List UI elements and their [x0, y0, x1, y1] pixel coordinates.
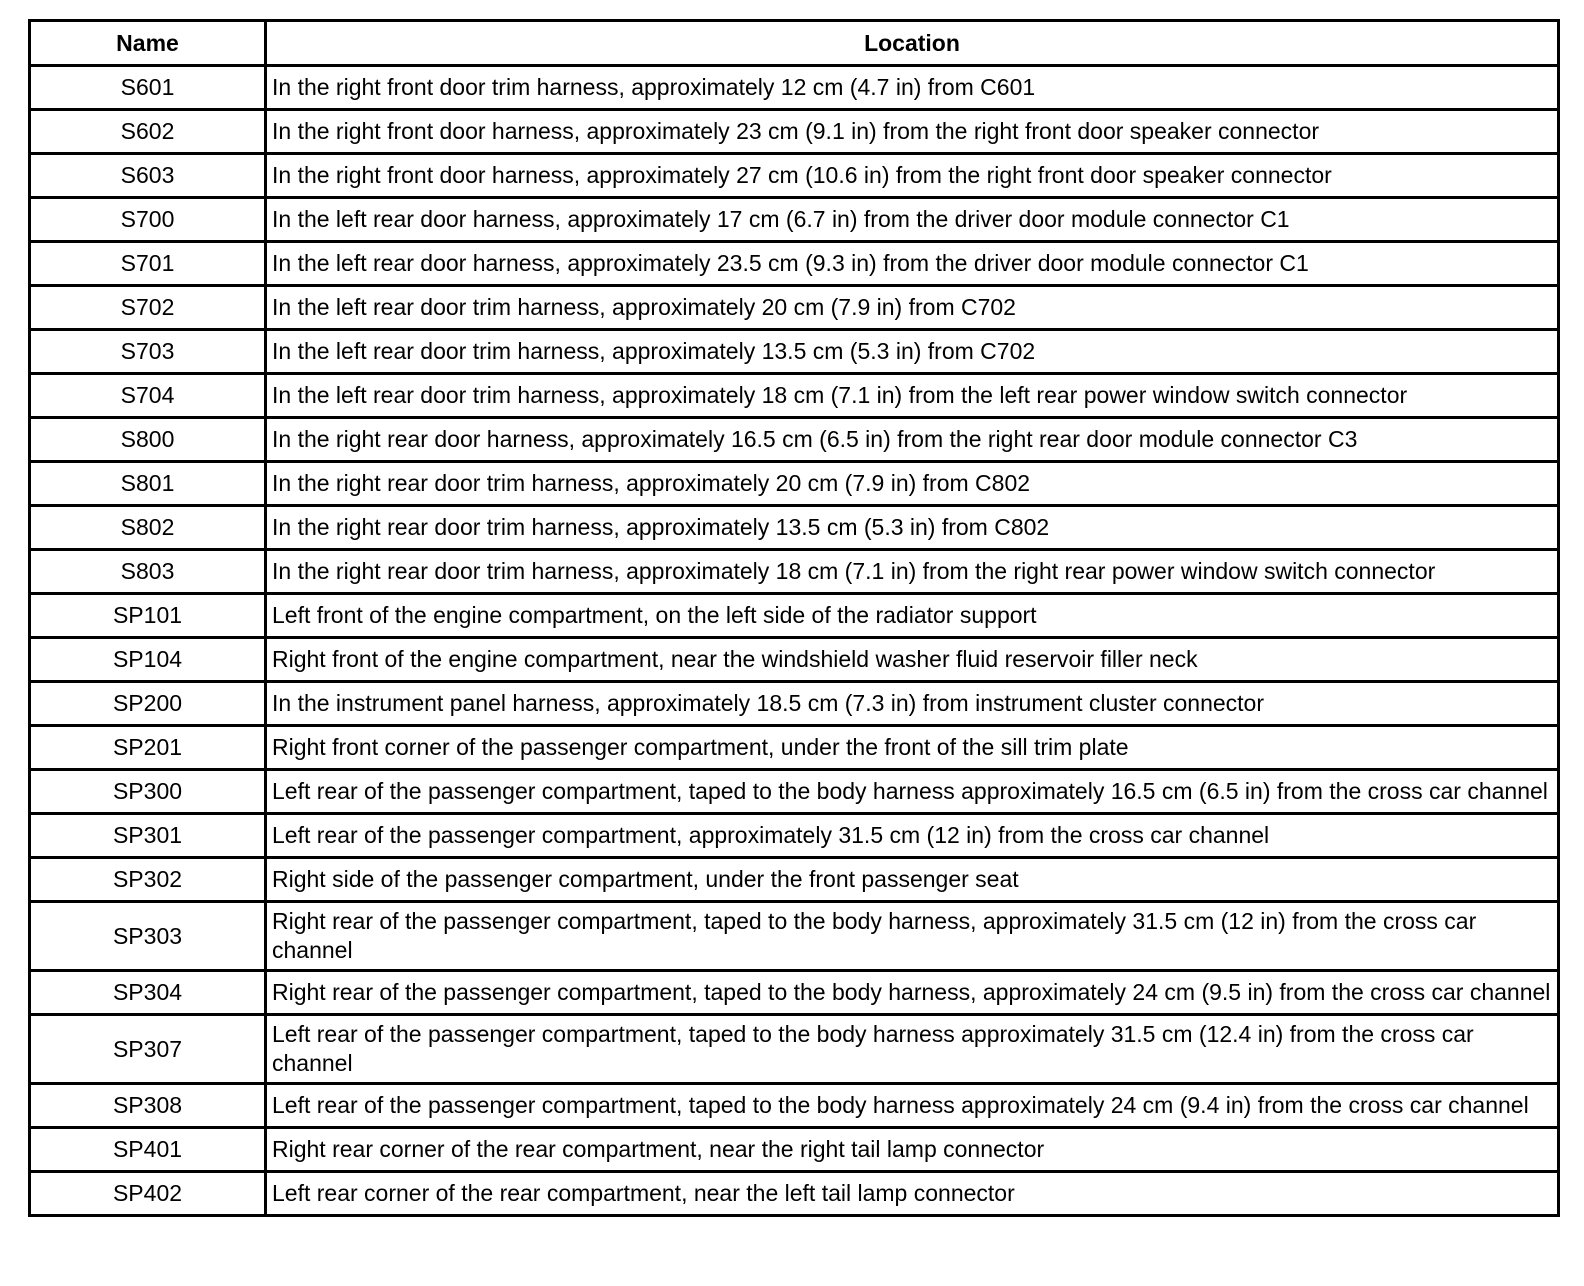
splice-location-cell: In the right front door harness, approximately 23 cm (9.1 in) from the right front door speaker connector: [266, 110, 1559, 154]
splice-location-cell: In the left rear door trim harness, approximately 13.5 cm (5.3 in) from C702: [266, 330, 1559, 374]
splice-name-cell: SP302: [30, 858, 266, 902]
splice-name-cell: S703: [30, 330, 266, 374]
splice-location-cell: In the right rear door trim harness, approximately 13.5 cm (5.3 in) from C802: [266, 506, 1559, 550]
splice-name-cell: S602: [30, 110, 266, 154]
splice-name-cell: SP301: [30, 814, 266, 858]
table-header: [30, 21, 1559, 66]
table-row: [30, 902, 1559, 971]
table-row: [30, 462, 1559, 506]
table-row: [30, 154, 1559, 198]
table-row: [30, 1172, 1559, 1216]
column-header-location: Location: [266, 21, 1559, 66]
table-row: [30, 110, 1559, 154]
splice-name-cell: SP307: [30, 1015, 266, 1084]
splice-location-cell: Right side of the passenger compartment, under the front passenger seat: [266, 858, 1559, 902]
splice-location-cell: In the right rear door harness, approximately 16.5 cm (6.5 in) from the right rear door module connector C3: [266, 418, 1559, 462]
splice-name-cell: SP402: [30, 1172, 266, 1216]
table-row: [30, 506, 1559, 550]
splice-location-cell: Right rear of the passenger compartment, taped to the body harness, approximately 31.5 cm (12 in) from the cross car channel: [266, 902, 1559, 971]
table-row: [30, 1015, 1559, 1084]
splice-name-cell: S802: [30, 506, 266, 550]
splice-location-cell: In the instrument panel harness, approximately 18.5 cm (7.3 in) from instrument cluster connector: [266, 682, 1559, 726]
table-row: [30, 198, 1559, 242]
table-body: [30, 66, 1559, 1216]
splice-location-table-wrapper: [28, 19, 1557, 1217]
table-row: [30, 1128, 1559, 1172]
splice-location-cell: Right rear corner of the rear compartment, near the right tail lamp connector: [266, 1128, 1559, 1172]
splice-name-cell: SP200: [30, 682, 266, 726]
splice-location-cell: In the left rear door harness, approximately 23.5 cm (9.3 in) from the driver door module connector C1: [266, 242, 1559, 286]
splice-location-cell: In the right rear door trim harness, approximately 18 cm (7.1 in) from the right rear power window switch connector: [266, 550, 1559, 594]
splice-name-cell: SP201: [30, 726, 266, 770]
splice-name-cell: S801: [30, 462, 266, 506]
splice-name-cell: S601: [30, 66, 266, 110]
splice-location-cell: Left rear of the passenger compartment, taped to the body harness approximately 16.5 cm (6.5 in) from the cross car channel: [266, 770, 1559, 814]
splice-name-cell: S800: [30, 418, 266, 462]
table-row: [30, 682, 1559, 726]
splice-location-cell: In the left rear door harness, approximately 17 cm (6.7 in) from the driver door module connector C1: [266, 198, 1559, 242]
table-row: [30, 594, 1559, 638]
table-row: [30, 330, 1559, 374]
splice-name-cell: S700: [30, 198, 266, 242]
table-row: [30, 638, 1559, 682]
header-row: [30, 21, 1559, 66]
splice-name-cell: SP401: [30, 1128, 266, 1172]
splice-location-cell: Left rear corner of the rear compartment, near the left tail lamp connector: [266, 1172, 1559, 1216]
splice-name-cell: SP104: [30, 638, 266, 682]
table-row: [30, 242, 1559, 286]
splice-name-cell: SP308: [30, 1084, 266, 1128]
splice-location-cell: Left rear of the passenger compartment, approximately 31.5 cm (12 in) from the cross car channel: [266, 814, 1559, 858]
splice-name-cell: S704: [30, 374, 266, 418]
splice-name-cell: SP101: [30, 594, 266, 638]
table-row: [30, 971, 1559, 1015]
splice-location-cell: In the left rear door trim harness, approximately 20 cm (7.9 in) from C702: [266, 286, 1559, 330]
splice-name-cell: SP303: [30, 902, 266, 971]
splice-location-cell: In the right rear door trim harness, approximately 20 cm (7.9 in) from C802: [266, 462, 1559, 506]
table-row: [30, 858, 1559, 902]
splice-location-cell: Right front of the engine compartment, near the windshield washer fluid reservoir filler neck: [266, 638, 1559, 682]
splice-location-cell: Left rear of the passenger compartment, taped to the body harness approximately 31.5 cm (12.4 in) from the cross car channel: [266, 1015, 1559, 1084]
splice-location-cell: Left front of the engine compartment, on the left side of the radiator support: [266, 594, 1559, 638]
table-row: [30, 66, 1559, 110]
column-header-name: Name: [30, 21, 266, 66]
table-row: [30, 286, 1559, 330]
table-row: [30, 550, 1559, 594]
table-row: [30, 418, 1559, 462]
table-row: [30, 374, 1559, 418]
table-row: [30, 814, 1559, 858]
splice-location-cell: In the left rear door trim harness, approximately 18 cm (7.1 in) from the left rear power window switch connector: [266, 374, 1559, 418]
table-row: [30, 770, 1559, 814]
splice-name-cell: S702: [30, 286, 266, 330]
splice-name-cell: SP300: [30, 770, 266, 814]
splice-name-cell: SP304: [30, 971, 266, 1015]
splice-name-cell: S603: [30, 154, 266, 198]
table-row: [30, 726, 1559, 770]
splice-location-cell: In the right front door trim harness, approximately 12 cm (4.7 in) from C601: [266, 66, 1559, 110]
splice-location-cell: In the right front door harness, approximately 27 cm (10.6 in) from the right front door speaker connector: [266, 154, 1559, 198]
splice-location-table: [28, 19, 1560, 1217]
table-row: [30, 1084, 1559, 1128]
splice-name-cell: S803: [30, 550, 266, 594]
splice-location-cell: Right front corner of the passenger compartment, under the front of the sill trim plate: [266, 726, 1559, 770]
splice-location-cell: Left rear of the passenger compartment, taped to the body harness approximately 24 cm (9.4 in) from the cross car channel: [266, 1084, 1559, 1128]
splice-name-cell: S701: [30, 242, 266, 286]
splice-location-cell: Right rear of the passenger compartment, taped to the body harness, approximately 24 cm (9.5 in) from the cross car channel: [266, 971, 1559, 1015]
